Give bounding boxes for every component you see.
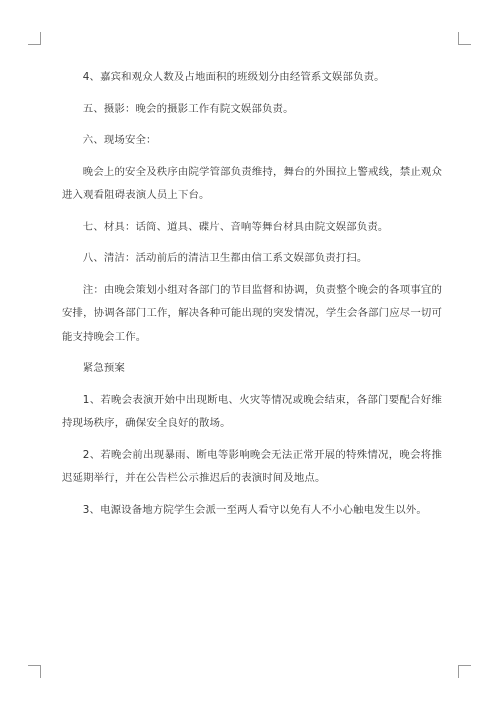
crop-mark-top-left [28, 32, 41, 45]
paragraph-equipment: 七、材具：话筒、道具、碟片、音响等舞台材具由院文娱部负责。 [82, 220, 389, 233]
paragraph-emergency-3: 3、电源设备地方院学生会派一至两人看守以免有人不小心触电发生以外。 [82, 503, 427, 516]
paragraph-emergency-1: 1、若晚会表演开始中出现断电、火灾等情况或晚会结束，各部门要配合好维持现场秩序，确保安全良好的散场。 [62, 393, 442, 429]
paragraph-site-safety-heading: 六、现场安全： [82, 134, 157, 146]
paragraph-guest-audience: 4、嘉宾和观众人数及占地面积的班级划分由经管系文娱部负责。 [82, 71, 385, 83]
crop-mark-bottom-right [458, 665, 471, 678]
paragraph-note: 注：由晚会策划小组对各部门的节目监督和协调，负责整个晚会的各项事宜的安排，协调各部门工作，解决各种可能出现的突发情况，学生会各部门应尽一切可能支持晚会工作。 [62, 283, 442, 343]
paragraph-site-safety: 晚会上的安全及秩序由院学管部负责维持，舞台的外围拉上警戒线，禁止观众进入观看阻碍表演人员上下台。 [62, 165, 442, 201]
paragraph-photography: 五、摄影：晚会的摄影工作有院文娱部负责。 [82, 102, 294, 115]
crop-mark-top-right [458, 32, 471, 45]
crop-mark-bottom-left [28, 665, 41, 678]
document-body [62, 66, 442, 530]
paragraph-emergency-heading: 紧急预案 [82, 362, 125, 374]
paragraph-emergency-2: 2、若晚会前出现暴雨、断电等影响晚会无法正常开展的特殊情况，晚会将推迟延期举行，并在公告栏公示推迟后的表演时间及地点。 [62, 448, 442, 484]
paragraph-cleaning: 八、清洁：活动前后的清洁卫生都由信工系文娱部负责打扫。 [82, 252, 368, 264]
